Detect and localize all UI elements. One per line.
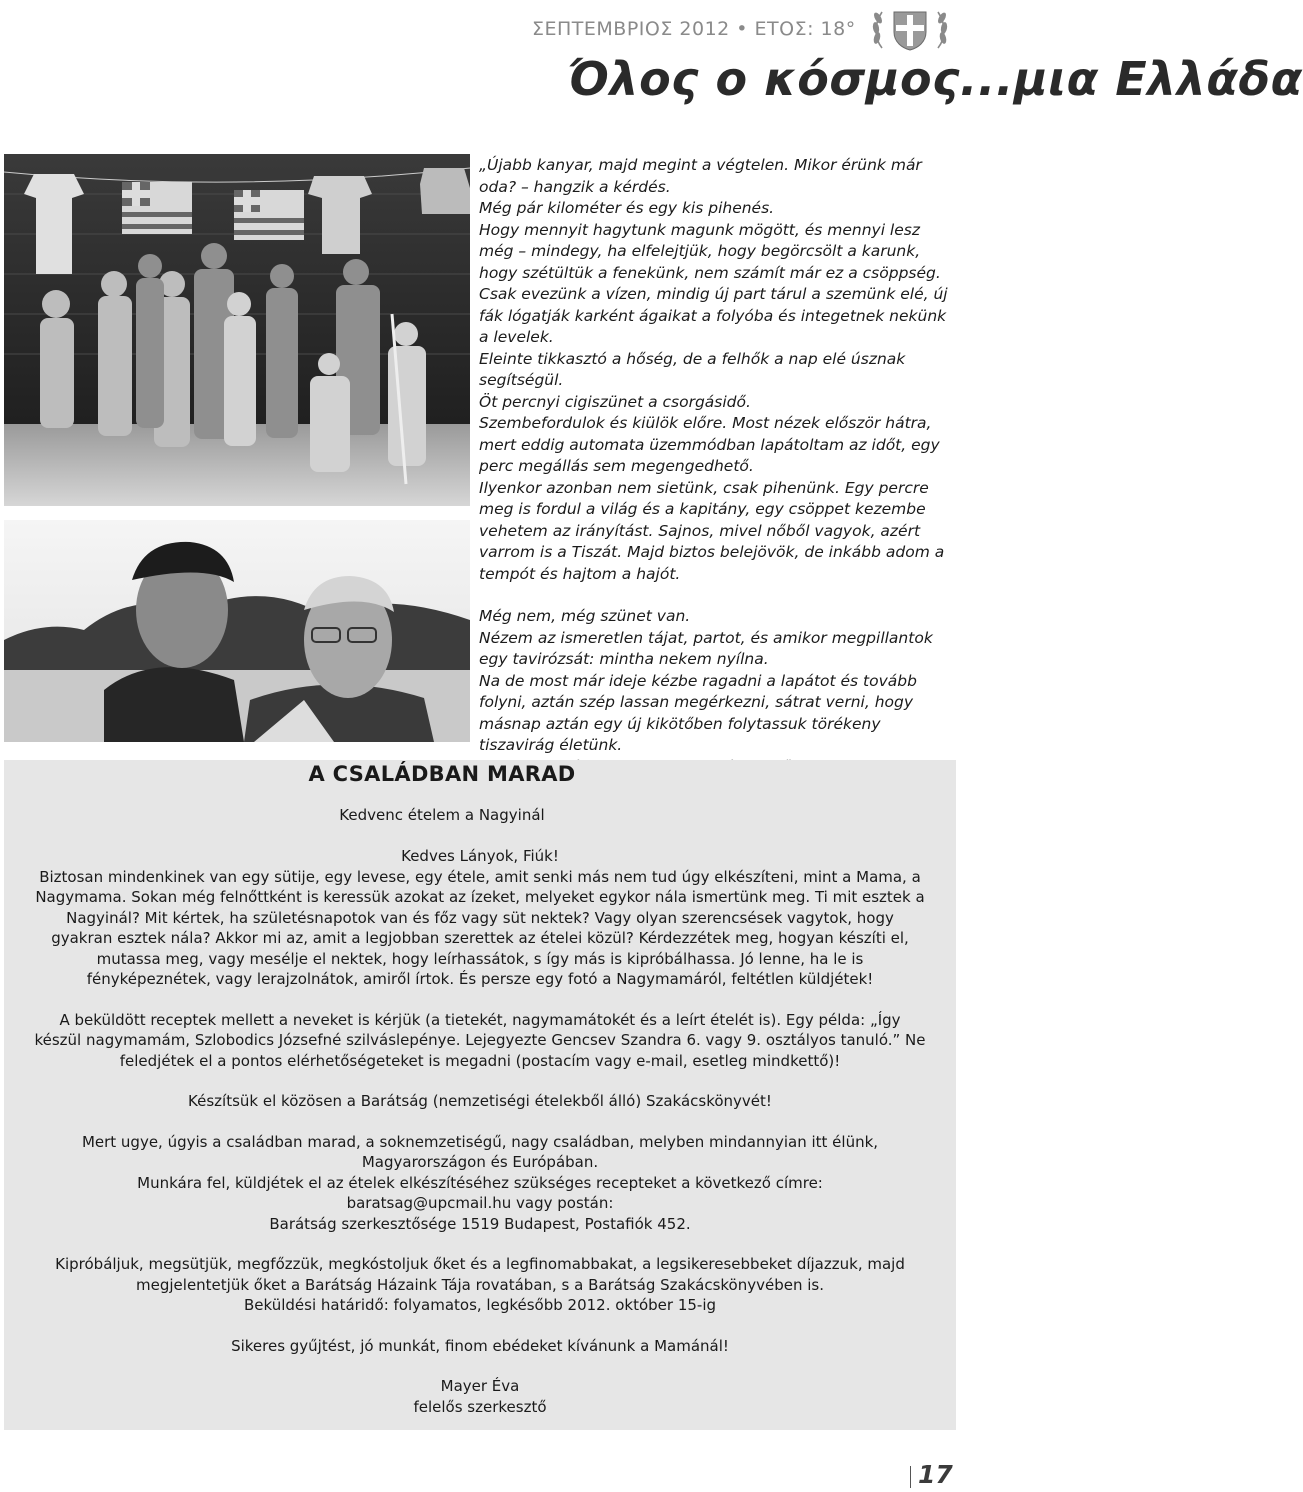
article-paragraph: Ilyenkor azonban nem sietünk, csak pihenünk. Egy percre meg is fordul a világ és a kapitány, egy csöppet kezembe vehetem az irányítást. Sajnos, mivel nőből vagyok, azért varrom is a Tiszát. Majd biztos belejövök, de inkább adom a tempót és hajtom a hajót. [479,478,945,583]
signature-role: felelős szerkesztő [413,1397,547,1416]
article-paragraph: Eleinte tikkasztó a hőség, de a felhők a nap elé úsznak segítségül. [479,349,906,389]
article-paragraph: „Újabb kanyar, majd megint a végtelen. Mikor érünk már oda? – hangzik a kérdés. [479,156,922,196]
article-text [479,155,957,778]
page-number-divider [910,1466,911,1488]
article-paragraph: Szembefordulok és kiülök előre. Most nézek először hátra, mert eddig automata üzemmódban lapátoltam az időt, egy perc megállás sem megengedhető. [479,414,940,475]
article-paragraph: Még nem, még szünet van. [479,607,691,625]
page-title: Όλος ο κόσμος...μια Ελλάδα [568,52,1303,106]
box-paragraph: Mert ugye, úgyis a családban marad, a soknemzetiségű, nagy családban, melyben mindannyian itt élünk, Magyarországon és Európában. [81,1132,879,1171]
box-greeting: Kedves Lányok, Fiúk! [401,847,559,865]
article-paragraph: Nézem az ismeretlen tájat, partot, és amikor megpillantok egy tavirózsát: mintha nekem nyílna. [479,628,933,668]
box-paragraph: Készítsük el közösen a Barátság (nemzetiségi ételekből álló) Szakácskönyvét! [188,1092,772,1110]
greek-emblem-icon [868,4,952,52]
box-paragraph: A beküldött receptek mellett a neveket is kérjük (a tietekét, nagymamátokét és a leírt ételét is). Egy példa: „Így készül nagymamám, Szlobodics Józsefné szilváslepénye. Lejegyezte Gencsev Szandra 6. vagy 9. osztályos tanuló.” Ne feledjétek el a pontos elérhetőségeteket is megadni (postacím vagy e-mail, esetleg mindkettő)! [34,1010,926,1070]
article-paragraph: Még pár kilométer és egy kis pihenés. [479,199,775,217]
box-paragraph: Kipróbáljuk, megsütjük, megfőzzük, megkóstoljuk őket és a legfinomabbakat, a legsikeresebbeket díjazzuk, majd megjelentetjük őket a Barátság Házaink Tája rovatában, s a Barátság Szakácskönyvében is. [55,1255,905,1294]
page-number: 17 [918,1460,953,1489]
box-paragraph: Munkára fel, küldjétek el az ételek elkészítéséhez szükséges recepteket a következő címre: [137,1173,823,1192]
article-paragraph: Öt percnyi cigiszünet a csorgásidő. [479,392,751,411]
box-title: A CSALÁDBAN MARAD [308,762,576,786]
issue-line: ΣΕΠΤΕΜΒΡΙΟΣ 2012 • ΕΤΟΣ: 18° [532,18,856,40]
article-paragraph: Hogy mennyit hagytunk magunk mögött, és mennyi lesz még – mindegy, ha elfelejtjük, hogy begörcsölt a karunk, hogy szétültük a fenekünk, nem számít már ez a csöppség. [479,220,941,282]
portrait-photo [4,520,470,742]
postal-address: Barátság szerkesztősége 1519 Budapest, Postafiók 452. [269,1214,691,1233]
group-photo [4,154,470,506]
article-paragraph: Na de most már ideje kézbe ragadni a lapátot és tovább folyni, aztán szép lassan megérkezni, sátrat verni, hogy másnap aztán egy új kikötőben folytassuk törékeny tiszavirág életünk. [479,671,917,754]
signature-name: Mayer Éva [440,1377,520,1395]
contact-email: baratsag@upcmail.hu vagy postán: [346,1194,614,1212]
closing-text: Sikeres gyűjtést, jó munkát, finom ebédeket kívánunk a Mamánál! [231,1336,729,1355]
box-subtitle: Kedvenc ételem a Nagyinál [339,806,545,824]
box-paragraph: Biztosan mindenkinek van egy sütije, egy levese, egy étele, amit senki más nem tud úgy elkészíteni, mint a Mama, a Nagymama. Sokan még felnőttként is keressük azokat az ízeket, melyeket egykor nála ismertünk meg. Ti mit esztek a Nagyinál? Mit kértek, ha születésnapotok van és főz vagy süt nektek? Vagy olyan szerencsések vagytok, hogy gyakran esztek nála? Akkor mi az, amit a legjobban szerettek az ételei közül? Kérdezzétek meg, hogyan készíti el, mutassa meg, vagy mesélje el nektek, hogy leírhassátok, s így más is kipróbálhassa. Jó lenne, ha le is fényképeznétek, vagy lerajzolnátok, amiről írtok. És persze egy fotó a Nagymamáról, feltétlen küldjétek! [35,867,925,988]
article-paragraph: Csak evezünk a vízen, mindig új part tárul a szemünk elé, új fák lógatják karként ágaikat a folyóba és integetnek nekünk a levelek. [479,285,948,346]
deadline-text: Beküldési határidő: folyamatos, legkésőbb 2012. október 15-ig [243,1296,717,1314]
box-body [34,846,926,1417]
